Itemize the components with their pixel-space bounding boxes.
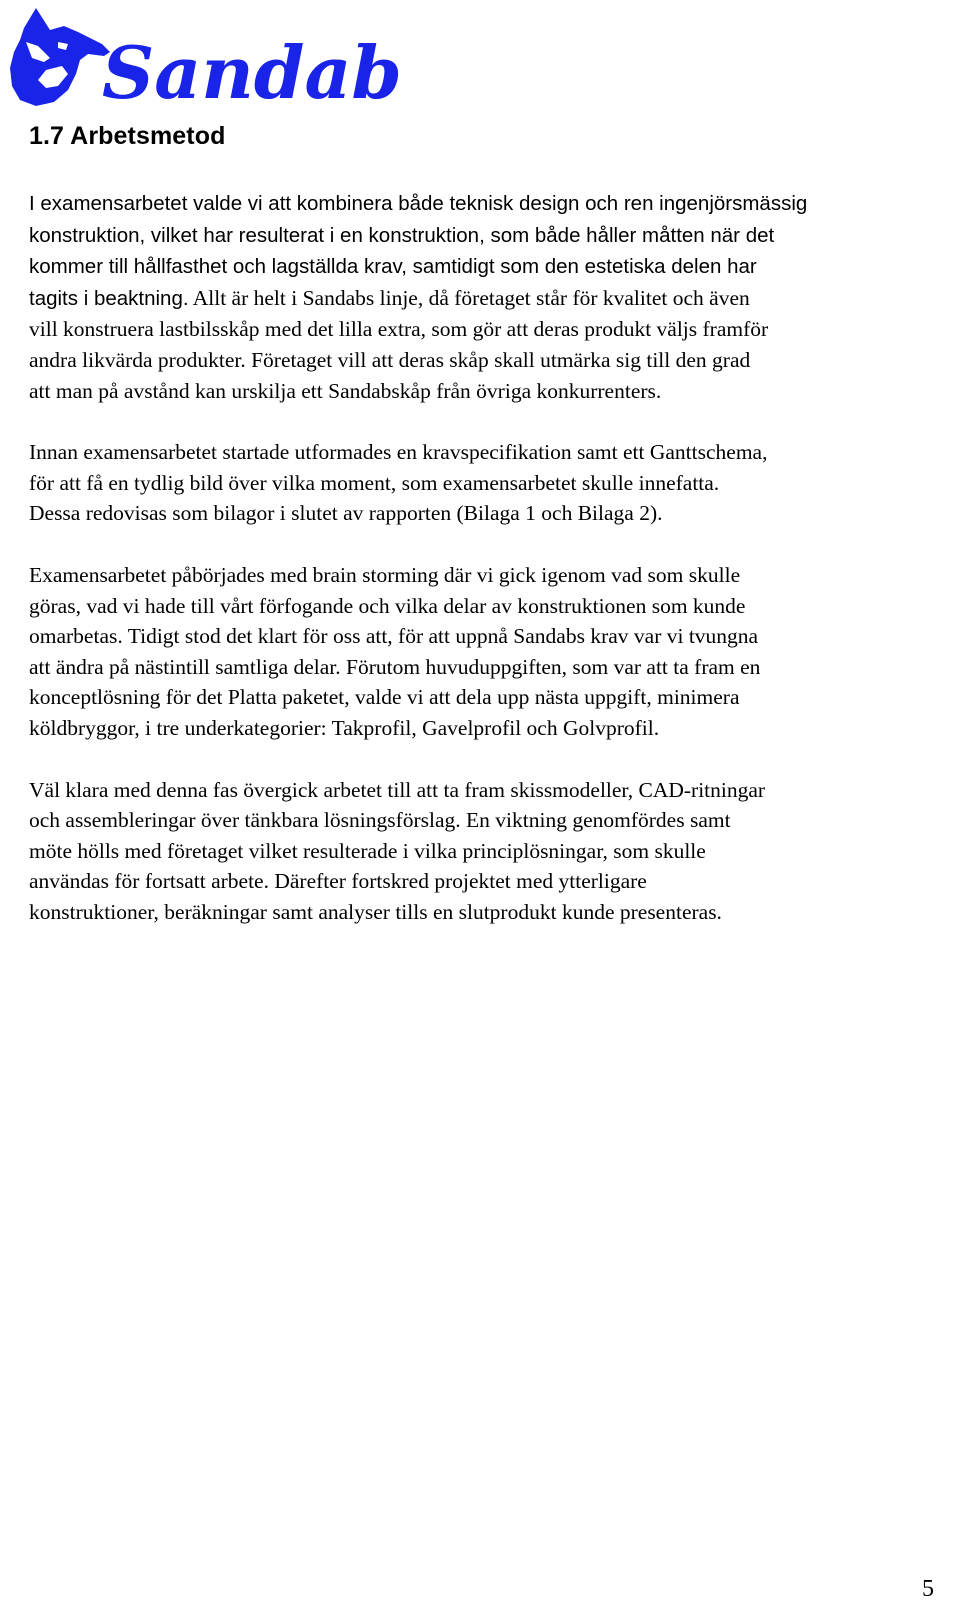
paragraph-line: konstruktioner, beräkningar samt analyser tills en slutprodukt kunde presenteras. xyxy=(29,899,722,924)
paragraph-4 xyxy=(29,775,937,928)
sandab-logo xyxy=(6,2,408,110)
paragraph-line: I examensarbetet valde vi att kombinera både teknisk design och ren ingenjörsmässig xyxy=(29,192,808,215)
paragraph-line: vill konstruera lastbilsskåp med det lilla extra, som gör att deras produkt väljs framför xyxy=(29,317,769,342)
paragraph-line: Dessa redovisas som bilagor i slutet av rapporten (Bilaga 1 och Bilaga 2). xyxy=(29,501,663,526)
paragraph-1 xyxy=(29,188,937,406)
page-number: 5 xyxy=(922,1576,934,1602)
paragraph-line: Innan examensarbetet startade utformades en kravspecifikation samt ett Ganttschema, xyxy=(29,440,768,465)
logo-wordmark: Sandab xyxy=(102,30,402,110)
paragraph-line: kommer till hållfasthet och lagställda krav, samtidigt som den estetiska delen har xyxy=(29,255,757,279)
paragraph-line: göras, vad vi hade till vårt förfogande och vilka delar av konstruktionen som kunde xyxy=(29,593,746,618)
paragraph-line: möte hölls med företaget vilket resulterade i vilka principlösningar, som skulle xyxy=(29,838,706,863)
paragraph-line: köldbryggor, i tre underkategorier: Takprofil, Gavelprofil och Golvprofil. xyxy=(29,715,660,740)
paragraph-line: att man på avstånd kan urskilja ett Sandabskåp från övriga konkurrenters. xyxy=(29,378,662,403)
paragraph-line: Examensarbetet påbörjades med brain storming där vi gick igenom vad som skulle xyxy=(29,562,741,587)
paragraph-line: för att få en tydlig bild över vilka moment, som examensarbetet skulle innefatta. xyxy=(29,470,720,495)
paragraph-line: användas för fortsatt arbete. Därefter fortskred projektet med ytterligare xyxy=(29,869,647,894)
paragraph-line: Väl klara med denna fas övergick arbetet till att ta fram skissmodeller, CAD-ritningar xyxy=(29,777,766,802)
section-heading: 1.7 Arbetsmetod xyxy=(29,122,226,150)
paragraph-2 xyxy=(29,437,937,529)
body-text xyxy=(29,188,937,958)
paragraph-line: och assembleringar över tänkbara lösningsförslag. En viktning genomfördes samt xyxy=(29,808,731,833)
paragraph-line: konstruktion, vilket har resulterat i en konstruktion, som både håller måtten när det xyxy=(29,223,775,247)
paragraph-line: andra likvärda produkter. Företaget vill att deras skåp skall utmärka sig till den grad xyxy=(29,347,751,372)
husky-wolf-icon xyxy=(10,8,110,106)
paragraph-line: att ändra på nästintill samtliga delar. Förutom huvuduppgiften, som var att ta fram en xyxy=(29,654,761,679)
paragraph-line: konceptlösning för det Platta paketet, valde vi att dela upp nästa uppgift, minimera xyxy=(29,685,740,710)
paragraph-3 xyxy=(29,560,937,744)
paragraph-line: tagits i beaktning. Allt är helt i Sandabs linje, då företaget står för kvalitet och även xyxy=(29,285,750,310)
paragraph-line: omarbetas. Tidigt stod det klart för oss att, för att uppnå Sandabs krav var vi tvungna xyxy=(29,624,759,649)
